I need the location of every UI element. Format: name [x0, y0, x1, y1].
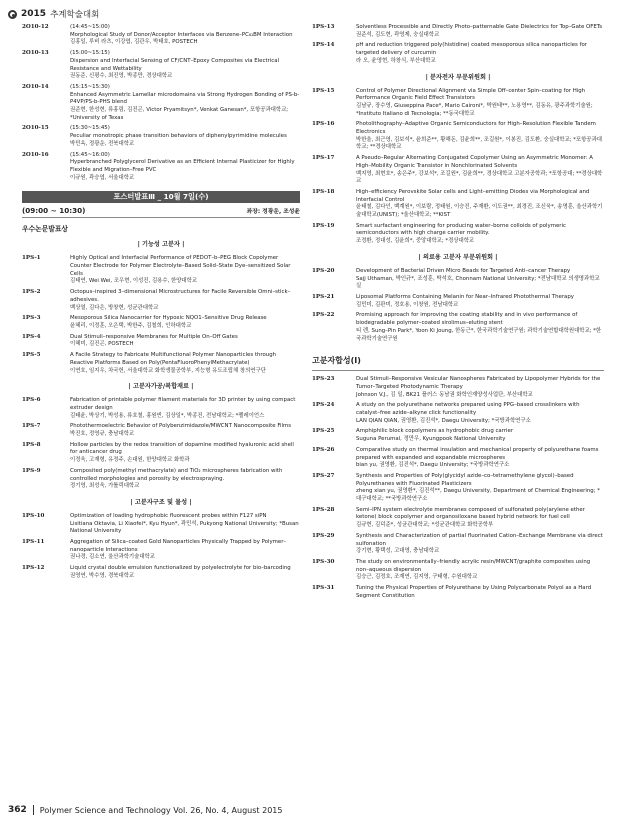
entry-title: Liquid crystal double emulsion functionalized by polyelectrolyte for bio–barcoding: [70, 565, 291, 572]
entry-title: Photolithography–Adaptive Organic Semiconductors for High–Resolution Flexible Tandem Electronics: [356, 121, 596, 136]
program-entry: [22, 442, 300, 465]
program-entry: [22, 84, 300, 123]
entry-authors: 김민미, 김판미, 정호용, 이창원, 전남대학교: [356, 301, 459, 308]
entry-authors: 김남규, 장수영, Giuseppina Pace*, Mario Caironi*, 박원태**, 노용영**, 김동유, 광주과학기술원; *Instituto Italiano di Tecnologia; **동국대학교: [356, 102, 593, 117]
entry-code: 1PS-21: [312, 293, 335, 300]
header-year: 2015: [21, 9, 47, 19]
entry-title: Hollow particles by the redox transition of dopamine modified hyaluronic acid shell for anticancer drug: [70, 441, 294, 456]
right-column: [312, 24, 604, 603]
program-entry: [312, 155, 604, 186]
entry-title: Synthesis and Characterization of partial fluorinated Cation–Exchange Membrane via direct sulfonation: [356, 532, 603, 547]
entry-body: [70, 152, 300, 183]
oral-entries: [22, 24, 300, 182]
entry-code: 1PS-19: [312, 222, 335, 229]
entry-code: 1PS-5: [22, 352, 41, 359]
entry-body: [70, 423, 300, 438]
entry-code: 1PS-7: [22, 423, 41, 430]
entry-authors: 박민옥, 정광운, 전북대학교: [70, 140, 135, 147]
entry-title: Morphological Study of Donor/Acceptor Interfaces via Benzene–PC₆₁BM Interaction: [70, 31, 293, 38]
entry-title: Liposomal Platforms Containing Melanin for Near–Infrared Photothermal Therapy: [356, 293, 574, 300]
entry-body: [356, 294, 604, 309]
entry-code: 1PS-29: [312, 532, 335, 539]
entry-title: Hyperbranched Polyglycerol Derivative as an Efficient Internal Plasticizer for Highly Flexible and Migration–Free PVC: [70, 159, 295, 173]
entry-title: Mesoporous Silica Nanocarrier for Hypoxic NQO1–Sensitive Drug Release: [70, 315, 267, 322]
entry-authors: 권준현, 한성현, 류홍림, 김진곤, Victor Pryamitsyn*, Venkat Ganesan*, 포항공과대학교; *University of Texas: [70, 107, 289, 121]
entry-body: [356, 559, 604, 582]
program-entry: [312, 121, 604, 152]
section-heading: | 분자전자 부문위원회 |: [425, 73, 491, 81]
entry-body: [70, 50, 300, 81]
entry-title: Control of Polymer Directional Alignment via Simple Off–center Spin–coating for High Performance Organic Field Effect Transistors: [356, 87, 586, 102]
entry-body: [70, 565, 300, 580]
entry-code: 1PS-16: [312, 121, 335, 128]
entry-code: 1PS-25: [312, 428, 335, 435]
section-heading: | 기능성 고분자 |: [137, 241, 185, 249]
entry-body: [70, 315, 300, 330]
entry-authors: 권동준, 신평수, 최진영, 박종만, 경상대학교: [70, 73, 173, 80]
entry-code: 1PS-15: [312, 87, 335, 94]
program-entry: [22, 125, 300, 148]
entry-body: [356, 447, 604, 470]
program-entry: [22, 50, 300, 81]
entry-title: Peculiar monotropic phase transition behaviors of diphenylpyrimidine molecules: [70, 133, 287, 140]
program-entry: [22, 468, 300, 491]
entry-authors: 김규현, 김덕준*, 성균관대학교; *성균관대학교 화학공학부: [356, 522, 494, 529]
entry-title: A Pseudo–Regular Alternating Conjugated Copolymer Using an Asymmetric Monomer: A High–Mobility Organic Transistor in Nonchlorinated Solvents: [356, 155, 593, 169]
right-top-entries: [312, 24, 604, 66]
entry-authors: 박진호, 정영규, 충남대학교: [70, 431, 135, 438]
entry-code: 1PS-4: [22, 333, 41, 340]
entry-time: (14:45~15:00): [70, 24, 110, 30]
entry-title: Semi–IPN system electrolyte membranes composed of sulfonated poly(arylene ether ketone) block copolymer and organosiloxane based hybrid network for fuel cell: [356, 506, 585, 521]
entry-code: 1PS-1: [22, 255, 41, 262]
entry-code: 1PS-6: [22, 397, 41, 404]
entry-authors: 백지영, 최현호*, 송은주*, 강보석*, 조길원*, 김윤희**, 경상대학교 고분자공학과; *포항공대; **경상대학교: [356, 170, 603, 185]
program-entry: [312, 533, 604, 556]
program-entry: [22, 334, 300, 349]
entry-title: Composited poly(methyl methacrylate) and TiO₂ microspheres fabrication with controlled morphologies and porosity by electrospraying.: [70, 467, 283, 482]
entry-code: 1PS-18: [312, 188, 335, 195]
left-column: [22, 24, 300, 584]
divider: [22, 217, 300, 218]
entry-code: 1PS-10: [22, 512, 45, 519]
entry-title: Smart surfactant engineering for producing water–borne colloids of polymeric semiconductors with high charge carrier mobility.: [356, 222, 566, 237]
entry-code: 1PS-13: [312, 24, 335, 30]
poster-session-bar: 포스터발표Ⅲ _ 10월 7일(수): [22, 191, 300, 203]
entry-code: 1PS-26: [312, 446, 335, 453]
entry-title: Synthesis and Properties of Poly(glycidyl azide–co–tetramethylene glycol)–based Polyurethanes with Fluorinated Plasticizers: [356, 472, 574, 487]
entry-code: 2O10-16: [22, 151, 49, 158]
session-time: (09:00 ~ 10:30): [22, 206, 86, 216]
right-sections: [312, 72, 604, 344]
entry-code: 1PS-31: [312, 585, 335, 592]
program-entry: [312, 376, 604, 399]
entry-code: 1PS-23: [312, 376, 335, 383]
entry-body: [70, 468, 300, 491]
entry-body: [356, 268, 604, 291]
program-entry: [22, 397, 300, 420]
entry-title: Octopus–inspired 3–dimensional Microstructures for Facile Reversible Omni–stick–adhesives.: [70, 289, 291, 303]
entry-title: Fabrication of printable polymer filament materials for 3D printer by using compact extruder design: [70, 397, 296, 411]
entry-code: 1PS-28: [312, 506, 335, 513]
program-entry: [22, 539, 300, 562]
entry-code: 1PS-30: [312, 558, 335, 565]
synthesis-section-title: 고분자합성(I): [312, 356, 361, 366]
entry-body: [356, 533, 604, 556]
entry-title: pH and reduction triggered poly(histidine) coated mesoporous silica nanoparticles for targeted delivery of curcumin: [356, 42, 587, 57]
entry-body: [356, 42, 604, 65]
entry-body: [70, 289, 300, 312]
page-header: [8, 6, 99, 22]
entry-body: [70, 397, 300, 420]
entry-title: Solventless Processible and Directly Photo–patternable Gate Dielectrics for Top–Gate OFETs: [356, 24, 603, 30]
entry-authors: 김태윤, 박상기, 박성용, 류호철, 홍원빈, 김상일*, 박종진, 전남대학교; *펠레이언스: [70, 412, 265, 419]
entry-time: (15:15~15:30): [70, 83, 110, 90]
entry-authors: 권영연, 박수영, 경북대학교: [70, 572, 135, 579]
entry-authors: 권나경, 김소연, 울산과학기술대학교: [70, 554, 155, 561]
entry-code: 1PS-12: [22, 565, 45, 572]
entry-authors: 라 오, 윤영현, 하창식, 부산대학교: [356, 57, 436, 64]
program-entry: [312, 42, 604, 65]
program-entry: [22, 565, 300, 580]
entry-code: 1PS-17: [312, 155, 335, 162]
entry-authors: zheng xian yu, 권영환*, 김진석**, Daegu University, Department of Chemical Engineering; *대구대학교; **국방과학연구소: [356, 488, 600, 503]
program-entry: [312, 507, 604, 530]
entry-code: 1PS-9: [22, 467, 41, 474]
entry-authors: bian yu, 권영환, 김진석*, Daegu University; *국방과학연구소: [356, 462, 510, 469]
entry-authors: 박한울, 최근영, 김보석*, 윤희준**, 황해돈, 김윤희**, 조길원*, 이봉진, 김도환, 숭실대학교; *포항공과대학교; **경상대학교: [356, 136, 602, 151]
entry-authors: 백상열, 김다은, 방창현, 성균관대학교: [70, 304, 159, 311]
entry-authors: 이정욱, 고재형, 유정주, 손대원, 한양대학교 화학과: [70, 457, 190, 464]
entry-body: [356, 88, 604, 119]
bullet-icon: [8, 10, 17, 19]
entry-body: [356, 24, 604, 39]
entry-authors: 권준석, 김도현, 곽영제, 숭실대학교: [356, 31, 440, 38]
entry-body: [70, 539, 300, 562]
entry-body: [356, 155, 604, 186]
entry-authors: 이연호, 임지우, 차국헌, 서울대학교 화학생물공학부, 지능형 유도조립체 창의연구단: [70, 367, 266, 374]
left-sections: [22, 239, 300, 580]
entry-title: Highly Optical and Interfacial Performance of PEDOT–b–PEG Block Copolymer Counter Electrode for Polymer Electrolyte–Based Solid–State Dye–sensitized Solar Cells: [70, 255, 291, 277]
entry-code: 1PS-22: [312, 312, 335, 319]
entry-title: A study on the polyurethane networks prepared using PPG–based crosslinkers with catalyst–free azide–alkyne click functionality: [356, 402, 580, 417]
entry-body: [356, 189, 604, 220]
entry-code: 1PS-24: [312, 402, 335, 409]
section-heading: | 의료용 고분자 부문위원회 |: [418, 253, 498, 261]
program-entry: [22, 255, 300, 286]
program-entry: [22, 152, 300, 183]
program-entry: [312, 473, 604, 504]
entry-code: 1PS-11: [22, 539, 45, 546]
entry-body: [70, 352, 300, 375]
journal-citation: Polymer Science and Technology Vol. 26, No. 4, August 2015: [39, 805, 283, 815]
entry-title: Dual Stimuli–responsive Membranes for Multiple On–Off Gates: [70, 333, 238, 340]
entry-body: [356, 121, 604, 152]
entry-body: [70, 24, 300, 47]
entry-body: [70, 125, 300, 148]
entry-title: Optimization of loading hydrophobic fluorescent probes within F127 siPN: [70, 512, 267, 519]
entry-code: 2O10-13: [22, 50, 49, 57]
entry-title: The study on environmentally–friendly acrylic resin/MWCNT/graphite composites using non–aqueous dispersion: [356, 558, 591, 573]
program-entry: [312, 88, 604, 119]
section-heading: | 고분자구조 및 물성 |: [130, 498, 192, 506]
program-entry: [312, 585, 604, 600]
poster-session-info: [22, 206, 300, 215]
entry-body: [356, 376, 604, 399]
entry-title: A Facile Strategy to Fabricate Multifunctional Polymer Nanoparticles through Reactive Platforms Based on Poly(PentaFluoroPhenylMethacrylate): [70, 352, 277, 366]
entry-authors: 윤혜리, 이정훈, 오은택, 박한주, 김철희, 인하대학교: [70, 322, 192, 329]
entry-time: (15:45~16:00): [70, 151, 110, 158]
program-entry: [312, 428, 604, 443]
entry-body: [356, 312, 604, 343]
entry-authors: 김홍일, 루비 라츠, 이강엽, 김관우, 박태호, POSTECH: [70, 39, 198, 46]
entry-title: Amphiphilic block copolymers as hydrophobic drug carrier: [356, 428, 514, 435]
entry-title: Comparative study on thermal insulation and mechanical property of polyurethane foams prepared with expanded and expandable microspheres: [356, 446, 599, 461]
entry-body: [70, 84, 300, 123]
entry-body: [356, 585, 604, 600]
entry-code: 1PS-14: [312, 42, 335, 49]
entry-authors: 조정환, 정대성, 김윤희*, 중앙대학교; *경상대학교: [356, 238, 475, 245]
program-entry: [22, 513, 300, 536]
entry-authors: 윤태철, 김다인, 백계원*, 이보람, 정태원, 이승진, 주재환, 이도권**, 최경진, 조신욱*, 송명훈, 울산과학기술대학교(UNIST); *울산대학교; **KIST: [356, 204, 603, 219]
entry-authors: 정기영, 최성욱, 가톨릭대학교: [70, 483, 140, 490]
entry-code: 1PS-20: [312, 267, 335, 274]
entry-title: Dual Stimuli–Responsive Vesicular Nanospheres Fabricated by Lipopolymer Hybrids for the Tumor–Targeted Photodynamic Therapy: [356, 376, 601, 390]
header-event: 추계학술대회: [50, 10, 100, 20]
program-entry: [312, 223, 604, 246]
entry-authors: LAN QIAN QIAN, 권영환, 김진석*, Daegu University; *국방과학연구소: [356, 417, 531, 424]
entry-title: High–efficiency Perovskite Solar cells and Light–emitting Diodes via Morphological and Interfacial Control: [356, 188, 590, 203]
entry-body: [356, 507, 604, 530]
program-entry: [312, 559, 604, 582]
entry-authors: 티 렌, Sung–Pin Park*, Yoon Ki Joung, 한동근*, 한국과학기술연구원; 과학기술연합대학원대학교; *한국과학기술연구원: [356, 327, 602, 342]
entry-code: 1PS-2: [22, 289, 41, 296]
page-number: 362: [8, 805, 27, 815]
program-entry: [312, 24, 604, 39]
entry-authors: Suguna Perumal, 정만우, Kyungpook National University: [356, 436, 506, 443]
session-chairs: 좌장: 정광운, 조성윤: [246, 209, 300, 216]
program-entry: [22, 24, 300, 47]
entry-title: Tuning the Physical Properties of Polyurethane by Using Polycarbonate Polyol as a Hard Segment Constitution: [356, 585, 592, 599]
page-footer: [0, 803, 282, 817]
entry-authors: 이규원, 곽승엽, 서울대학교: [70, 174, 135, 181]
program-entry: [312, 294, 604, 309]
entry-time: (15:00~15:15): [70, 50, 110, 57]
entry-authors: Johnson V.J., 김 일, BK21 플러스 동남권 화학인재양성사업단, 부산대학교: [356, 391, 533, 398]
entry-authors: Lisitiana Oktavia, Li Xiaofei*, Kyu Hyun*, 곽민석, Pukyong National University; *Busan National University: [70, 520, 299, 535]
entry-authors: 이혜미, 김진곤, POSTECH: [70, 341, 134, 348]
footer-separator: [33, 805, 34, 815]
program-entry: [312, 189, 604, 220]
program-entry: [312, 268, 604, 291]
entry-body: [70, 334, 300, 349]
program-entry: [312, 402, 604, 425]
entry-time: (15:30~15:45): [70, 125, 110, 132]
entry-title: Enhanced Asymmetric Lamellar microdomains via Strong Hydrogen Bonding of PS-b-P4VP/PS-b-PHS blend: [70, 91, 300, 106]
entry-body: [70, 513, 300, 536]
entry-code: 1PS-8: [22, 441, 41, 448]
section-heading: | 고분자가공/복합재료 |: [128, 383, 194, 391]
entry-authors: 김태연, Wei Wei, 조우현, 이성진, 김용수, 한양대학교: [70, 278, 198, 285]
entry-code: 2O10-12: [22, 24, 49, 30]
entry-title: Dispersion and Interfacial Sensing of CF/CNT–Epoxy Composites via Electrical Resistance and Wettability: [70, 57, 280, 72]
entry-body: [356, 223, 604, 246]
entry-body: [356, 428, 604, 443]
program-entry: [22, 289, 300, 312]
entry-body: [356, 473, 604, 504]
entry-body: [70, 442, 300, 465]
entry-code: 2O10-15: [22, 125, 49, 132]
entry-title: Aggregation of Silica–coated Gold Nanoparticles Physically Trapped by Polymer–nanoparticle Interactions: [70, 539, 287, 553]
divider: [312, 370, 604, 371]
entry-authors: 강기현, 황택성, 고대영, 충남대학교: [356, 548, 440, 555]
entry-authors: 김승근, 김정호, 조재연, 김지영, 구태형, 수원대학교: [356, 574, 478, 581]
award-heading: 우수논문발표상: [22, 225, 68, 234]
entry-title: Photothermoelectric Behavior of Polybenzimidazole/MWCNT Nanocomposite Films: [70, 423, 292, 430]
entry-authors: Sajj Uthaman, 박인규*, 조성훈, 박석호, Chonnam National University; *전남대학교 의생명과학교실: [356, 275, 600, 290]
entry-code: 1PS-3: [22, 315, 41, 322]
program-entry: [22, 352, 300, 375]
synthesis-entries: [312, 376, 604, 600]
entry-body: [356, 402, 604, 425]
entry-code: 1PS-27: [312, 472, 335, 479]
entry-title: Promising approach for improving the coating stability and in vivo performance of biodegradable polymer–coated sirolimus–eluting stent: [356, 312, 578, 327]
entry-body: [70, 255, 300, 286]
entry-title: Development of Bacterial Driven Micro Beads for Targeted Anti–cancer Therapy: [356, 267, 571, 274]
program-entry: [22, 315, 300, 330]
program-entry: [22, 423, 300, 438]
entry-code: 2O10-14: [22, 83, 49, 90]
program-entry: [312, 447, 604, 470]
program-entry: [312, 312, 604, 343]
